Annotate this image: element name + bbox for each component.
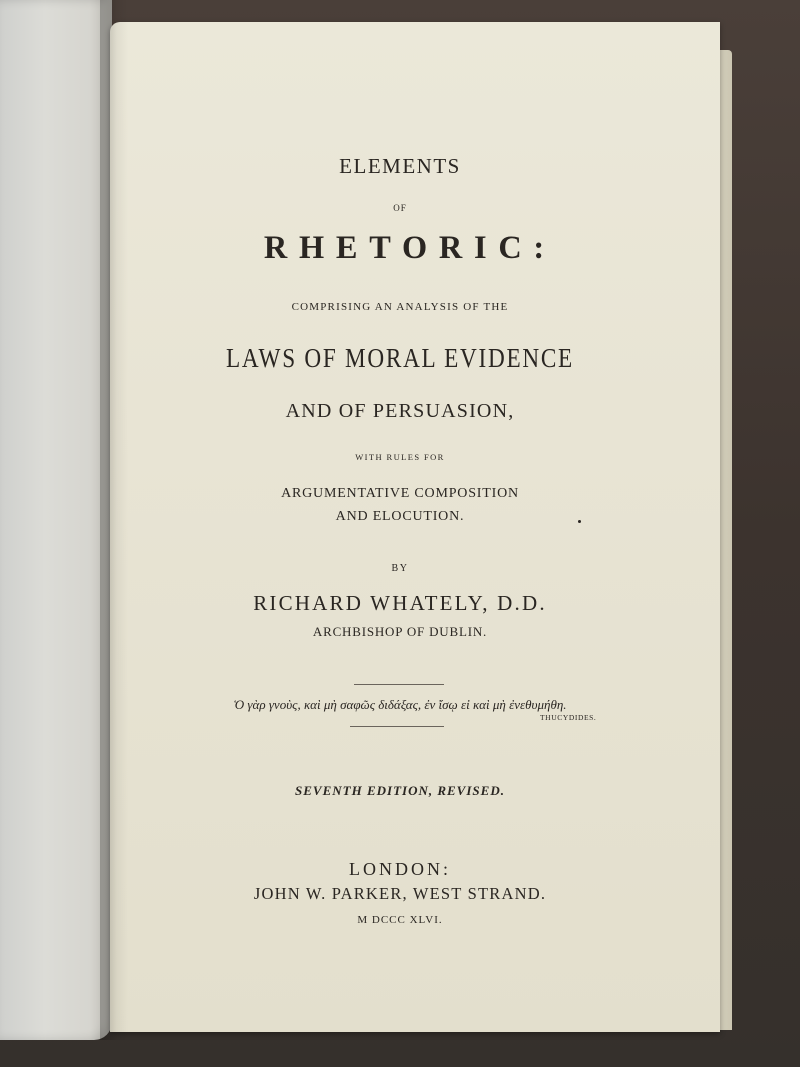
epigraph-greek: Ὁ γὰρ γνοὺς, καὶ μὴ σαφῶς διδάξας, ἐν ἴσῳ εἰ καὶ μὴ ἐνεθυμήθη. (233, 697, 567, 712)
epigraph-rule-bottom (350, 726, 444, 727)
title-elements: ELEMENTS (339, 154, 461, 178)
epigraph-source: THUCYDIDES. (540, 713, 597, 722)
epigraph-rule-top (354, 684, 444, 685)
subtitle-elocution: AND ELOCUTION. (335, 509, 465, 524)
subtitle-comprising: COMPRISING AN ANALYSIS OF THE (291, 301, 509, 313)
imprint-city: LONDON: (349, 859, 451, 879)
left-page (0, 0, 112, 1040)
edition: SEVENTH EDITION, REVISED. (295, 783, 505, 798)
title-of: OF (393, 203, 407, 213)
imprint-year: M DCCC XLVI. (357, 914, 443, 926)
byline-by: BY (391, 563, 409, 574)
author-name: RICHARD WHATELY, D.D. (253, 591, 547, 615)
subtitle-laws: LAWS OF MORAL EVIDENCE (226, 343, 574, 373)
subtitle-with-rules: WITH RULES FOR (355, 452, 445, 462)
author-title: ARCHBISHOP OF DUBLIN. (312, 624, 488, 639)
ink-speck (578, 520, 581, 523)
title-rhetoric: RHETORIC: (263, 230, 556, 266)
imprint-publisher: JOHN W. PARKER, WEST STRAND. (253, 884, 547, 903)
subtitle-argumentative: ARGUMENTATIVE COMPOSITION (281, 486, 519, 501)
subtitle-persuasion: AND OF PERSUASION, (285, 400, 515, 422)
